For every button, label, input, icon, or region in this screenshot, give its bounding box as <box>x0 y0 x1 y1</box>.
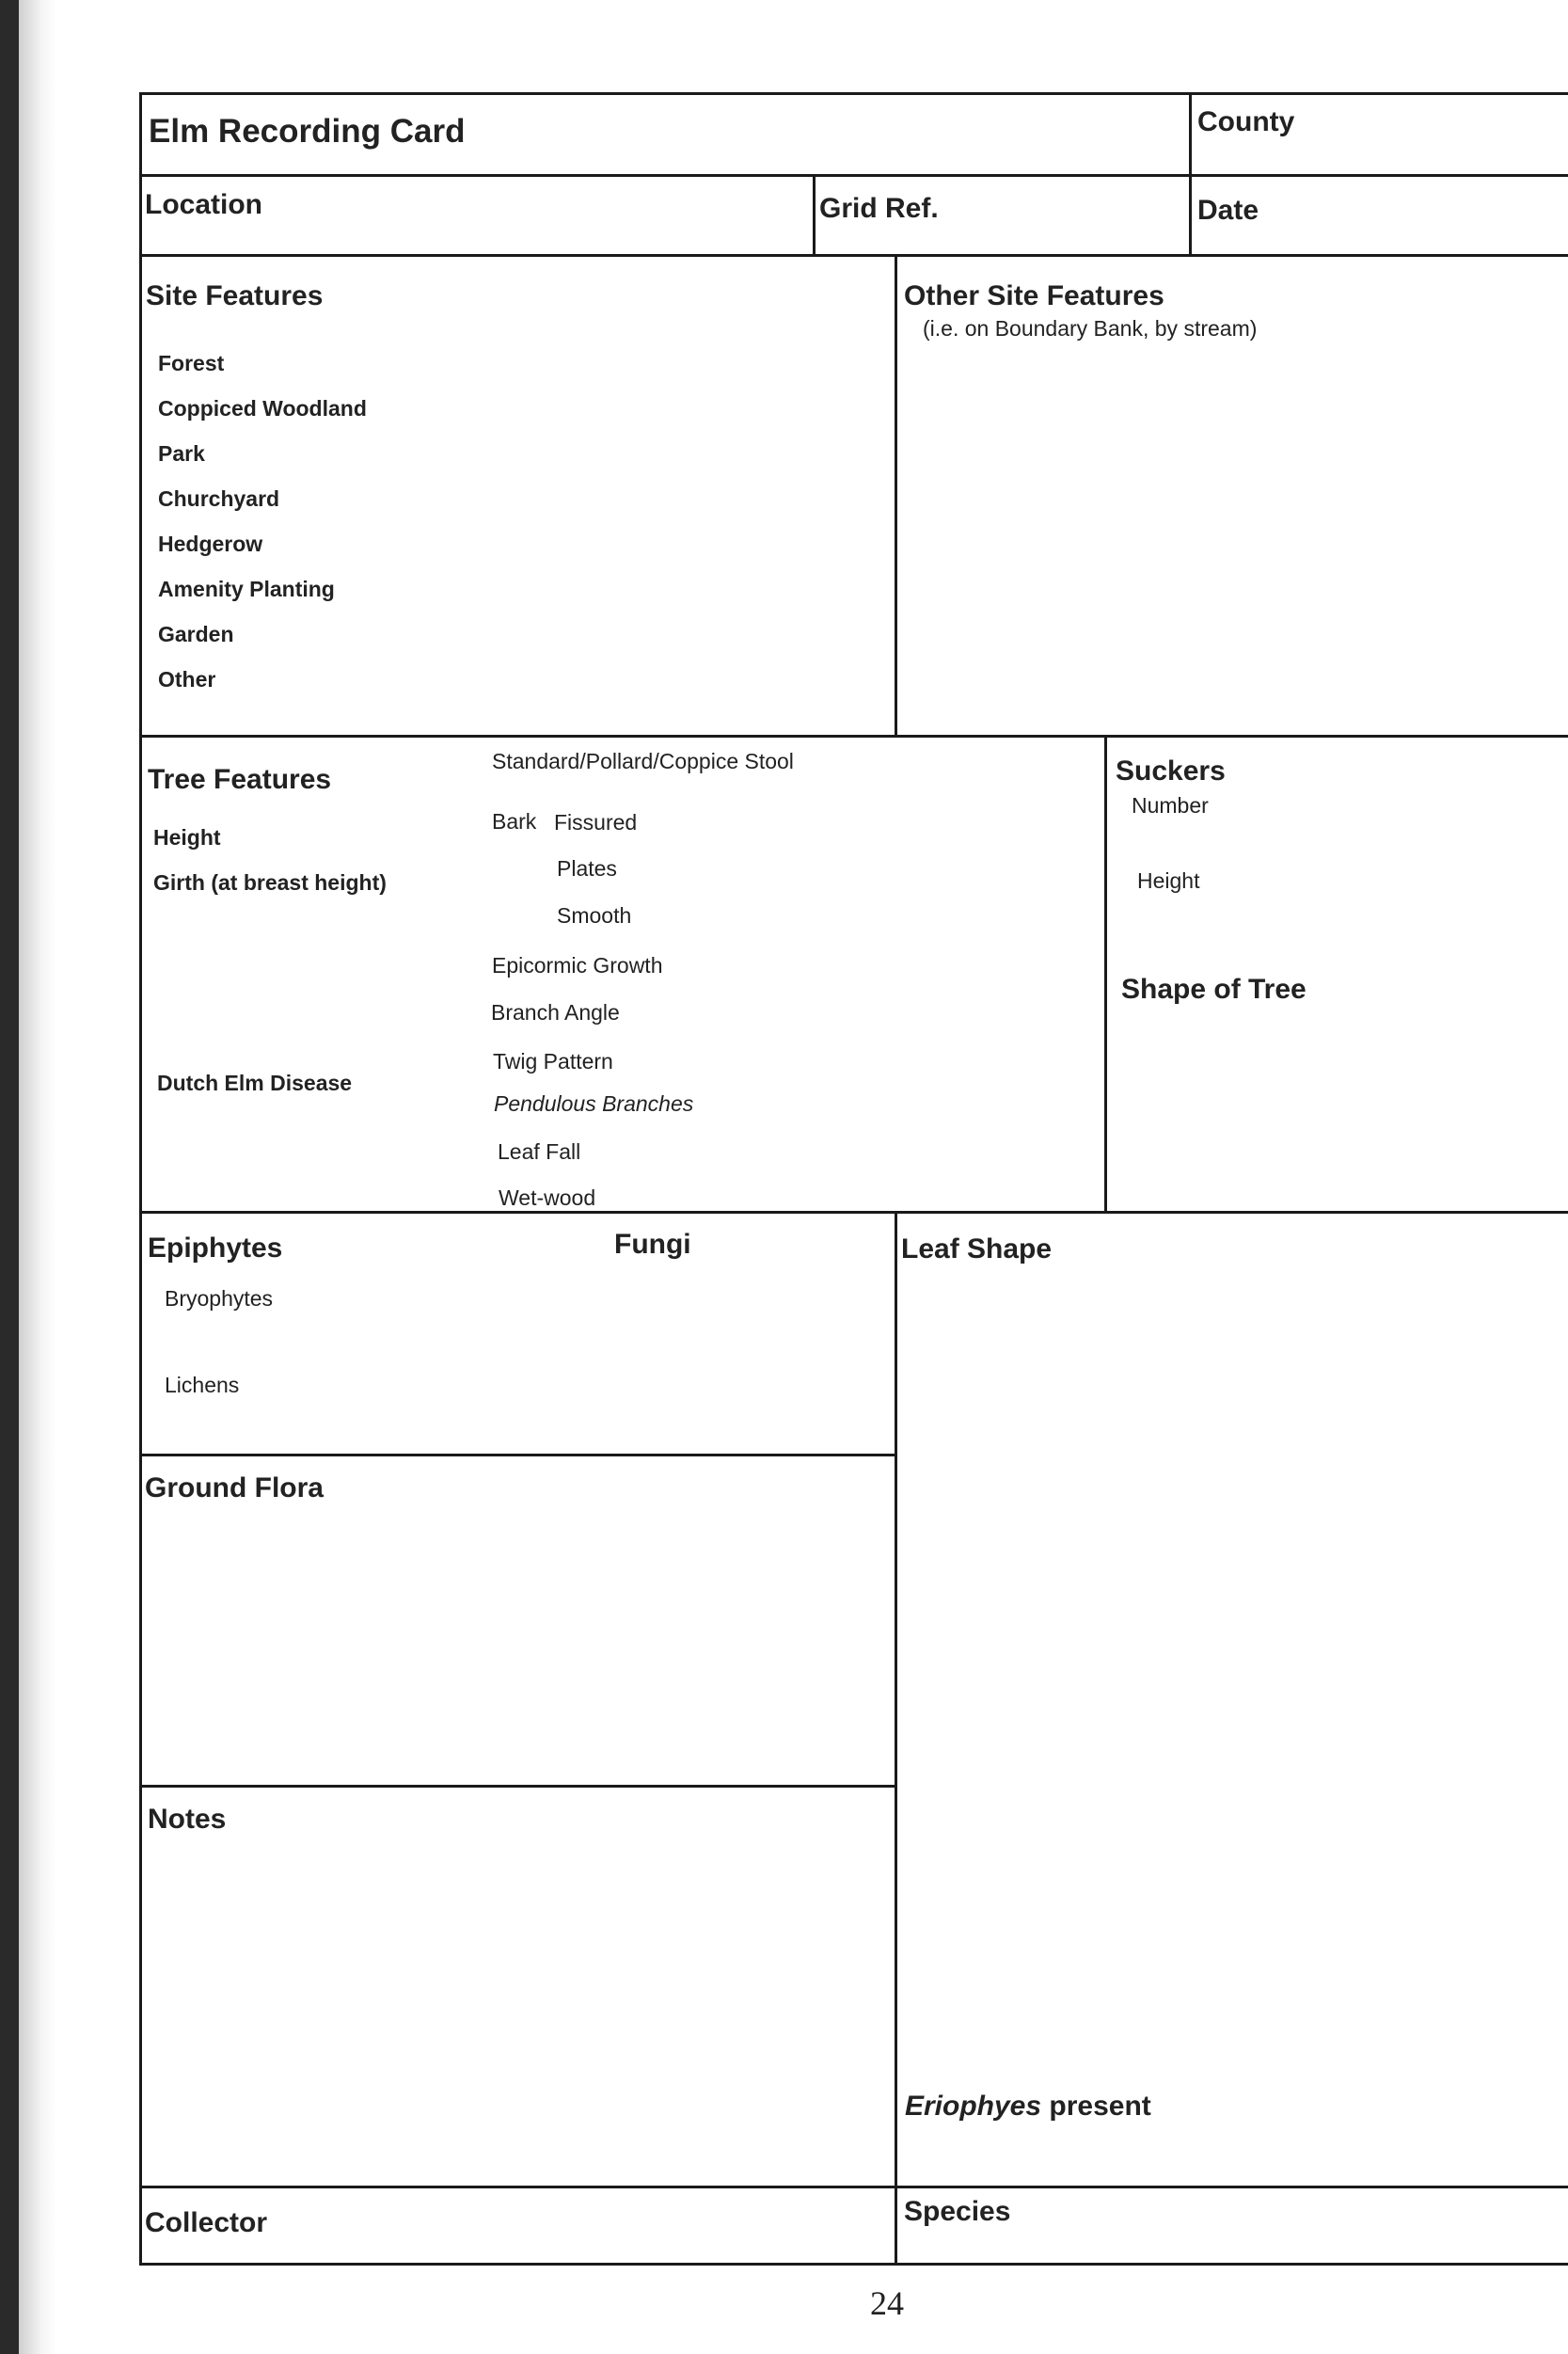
suckers-heading: Suckers <box>1116 756 1226 787</box>
site-feature-item: Churchyard <box>158 486 280 511</box>
suckers-number-label: Number <box>1132 793 1209 818</box>
bryophytes-label: Bryophytes <box>165 1286 274 1311</box>
page-gutter <box>19 0 56 2354</box>
rule-tree-bottom <box>139 1211 1568 1214</box>
rule-county-left <box>1189 92 1192 256</box>
notes-heading: Notes <box>148 1804 227 1835</box>
dutch-elm-disease-label: Dutch Elm Disease <box>157 1071 353 1095</box>
pendulous-branches-label: Pendulous Branches <box>494 1091 694 1116</box>
wet-wood-label: Wet-wood <box>499 1185 596 1210</box>
fungi-heading: Fungi <box>614 1229 691 1260</box>
girth-label: Girth (at breast height) <box>153 870 387 895</box>
leaf-fall-label: Leaf Fall <box>498 1139 581 1164</box>
epiphytes-heading: Epiphytes <box>148 1233 283 1264</box>
bark-plates-label: Plates <box>557 856 617 881</box>
other-site-features-note: (i.e. on Boundary Bank, by stream) <box>923 316 1258 341</box>
site-feature-item: Forest <box>158 351 225 375</box>
twig-pattern-label: Twig Pattern <box>493 1049 613 1074</box>
site-features-heading: Site Features <box>146 280 324 311</box>
location-label: Location <box>145 189 262 220</box>
site-feature-item: Amenity Planting <box>158 577 335 601</box>
rule-epiphytes-bottom <box>139 1454 896 1456</box>
tree-height-label: Height <box>153 825 221 850</box>
book-spine-shadow <box>0 0 19 2354</box>
leaf-shape-heading: Leaf Shape <box>901 1233 1053 1264</box>
site-feature-item: Park <box>158 441 205 466</box>
date-label: Date <box>1197 195 1259 226</box>
lichens-label: Lichens <box>165 1373 240 1397</box>
site-feature-item: Garden <box>158 622 234 646</box>
site-feature-item: Coppiced Woodland <box>158 396 367 421</box>
rule-other-site-left <box>895 254 897 737</box>
tree-features-heading: Tree Features <box>148 764 332 795</box>
present-word: present <box>1041 2091 1151 2122</box>
rule-leaf-shape-left <box>895 1211 897 2266</box>
rule-title-bottom <box>139 174 1568 177</box>
eriophyes-genus: Eriophyes <box>905 2091 1042 2122</box>
bark-label: Bark <box>492 809 537 834</box>
county-label: County <box>1197 106 1295 137</box>
epicormic-growth-label: Epicormic Growth <box>492 953 663 978</box>
stool-label: Standard/Pollard/Coppice Stool <box>492 749 794 773</box>
rule-bottom <box>139 2263 1568 2266</box>
ground-flora-heading: Ground Flora <box>145 1472 324 1503</box>
other-site-features-heading: Other Site Features <box>904 280 1164 311</box>
branch-angle-label: Branch Angle <box>491 1000 620 1025</box>
bark-fissured-label: Fissured <box>554 810 638 835</box>
species-label: Species <box>904 2196 1011 2227</box>
rule-site-bottom <box>139 735 1568 738</box>
rule-suckers-left <box>1104 735 1107 1213</box>
rule-left <box>139 92 142 2266</box>
grid-ref-label: Grid Ref. <box>819 193 939 224</box>
collector-label: Collector <box>145 2207 268 2238</box>
bark-smooth-label: Smooth <box>557 903 632 928</box>
shape-of-tree-heading: Shape of Tree <box>1121 974 1307 1005</box>
rule-top <box>139 92 1568 95</box>
page-number: 24 <box>870 2284 904 2322</box>
rule-ground-flora-bottom <box>139 1785 896 1788</box>
card-title: Elm Recording Card <box>149 113 466 150</box>
eriophyes-present-label <box>905 2091 1151 2123</box>
rule-notes-bottom <box>139 2186 1568 2188</box>
suckers-height-label: Height <box>1137 868 1200 893</box>
site-feature-item: Hedgerow <box>158 532 263 556</box>
rule-location-bottom <box>139 254 1568 257</box>
rule-gridref-left <box>813 174 816 256</box>
site-feature-item: Other <box>158 667 216 692</box>
